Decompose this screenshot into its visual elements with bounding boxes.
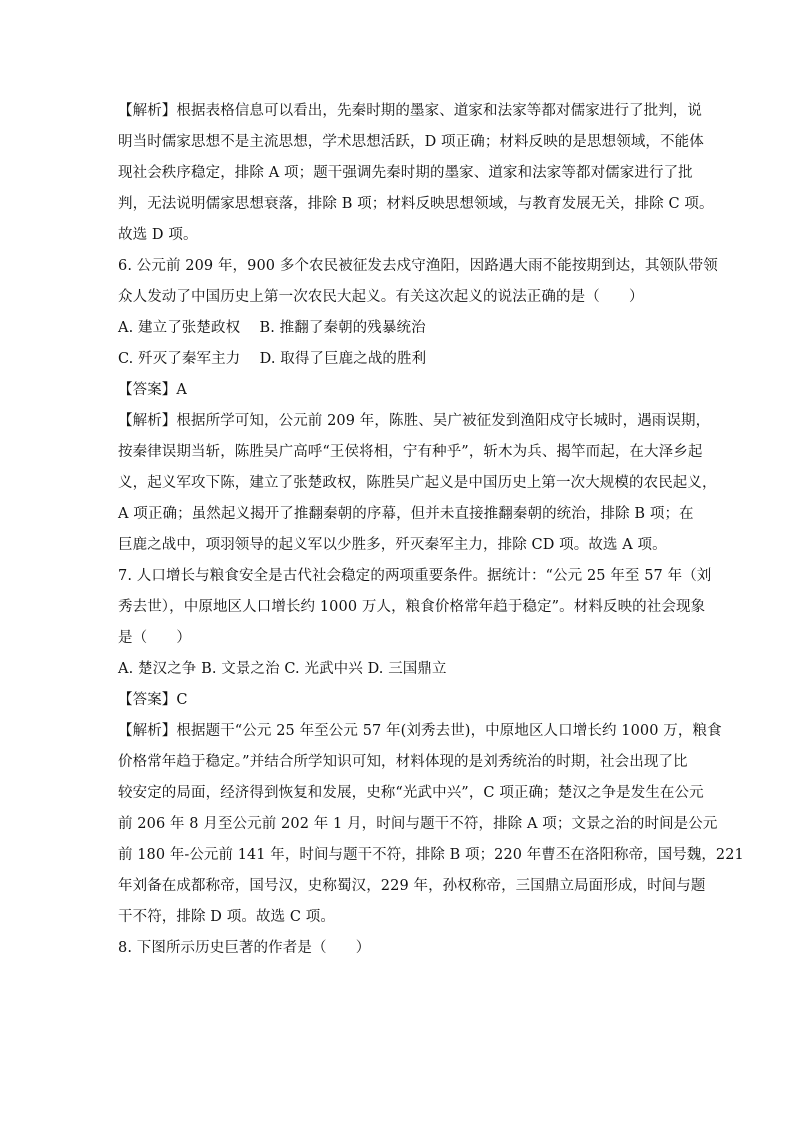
text-line: 判，无法说明儒家思想衰落，排除 B 项；材料反映思想领域，与教育发展无关，排除 C 项。	[118, 196, 714, 212]
text-line: 价格常年趋于稳定。”并结合所学知识可知，材料体现的是刘秀统治的时期，社会出现了比	[118, 754, 688, 770]
text-line: 【解析】根据所学可知，公元前 209 年，陈胜、吴广被征发到渔阳戍守长城时，遇雨误期，	[118, 413, 711, 429]
text-line: 义，起义军攻下陈，建立了张楚政权，陈胜吴广起义是中国历史上第一次大规模的农民起义，	[118, 475, 717, 491]
text-line: 年刘备在成都称帝，国号汉，史称蜀汉，229 年，孙权称帝，三国鼎立局面形成，时间与题	[118, 878, 706, 894]
text-line: 【解析】根据题干“公元 25 年至公元 57 年(刘秀去世)，中原地区人口增长约 1000 万，粮食	[118, 723, 722, 739]
answer-line: 【答案】A	[118, 382, 187, 398]
question-6: 6. 公元前 209 年，900 多个农民被征发去戍守渔阳，因路遇大雨不能按期到达，其领队带领	[118, 258, 718, 274]
text-line: 秀去世），中原地区人口增长约 1000 万人，粮食价格常年趋于稳定”。材料反映的社会现象	[118, 599, 706, 615]
question-8: 8. 下图所示历史巨著的作者是（ ）	[118, 940, 371, 956]
text-line: 是（ ）	[118, 630, 191, 646]
text-line: 众人发动了中国历史上第一次农民大起义。有关这次起义的说法正确的是（ ）	[118, 289, 644, 305]
answer-line: 【答案】C	[118, 692, 188, 708]
text-line: 前 206 年 8 月至公元前 202 年 1 月，时间与题干不符，排除 A 项；文景之治的时间是公元	[118, 816, 718, 832]
text-line: 前 180 年-公元前 141 年，时间与题干不符，排除 B 项；220 年曹丕在洛阳称帝，国号魏，221	[118, 847, 744, 863]
options-line: C. 歼灭了秦军主力 D. 取得了巨鹿之战的胜利	[118, 351, 427, 367]
options-line: A. 建立了张楚政权 B. 推翻了秦朝的残暴统治	[118, 320, 426, 336]
text-line: A 项正确；虽然起义揭开了推翻秦朝的序幕，但并未直接推翻秦朝的统治，排除 B 项；在	[118, 506, 694, 522]
options-line: A. 楚汉之争 B. 文景之治 C. 光武中兴 D. 三国鼎立	[118, 661, 447, 677]
text-line: 干不符，排除 D 项。故选 C 项。	[118, 909, 335, 925]
question-7: 7. 人口增长与粮食安全是古代社会稳定的两项重要条件。据统计：“公元 25 年至 57 年（刘	[118, 568, 712, 584]
text-line: 故选 D 项。	[118, 227, 198, 243]
text-line: 巨鹿之战中，项羽领导的起义军以少胜多，歼灭秦军主力，排除 CD 项。故选 A 项。	[118, 537, 667, 553]
text-line: 明当时儒家思想不是主流思想，学术思想活跃，D 项正确；材料反映的是思想领域，不能体	[118, 134, 704, 150]
text-line: 按秦律误期当斩，陈胜吴广高呼“王侯将相，宁有种乎”，斩木为兵、揭竿而起，在大泽乡起	[118, 444, 703, 460]
text-line: 较安定的局面，经济得到恢复和发展，史称“光武中兴”，C 项正确；楚汉之争是发生在公元	[118, 785, 704, 801]
text-line: 【解析】根据表格信息可以看出，先秦时期的墨家、道家和法家等都对儒家进行了批判，说	[118, 103, 702, 119]
text-line: 现社会秩序稳定，排除 A 项；题干强调先秦时期的墨家、道家和法家等都对儒家进行了批	[118, 165, 693, 181]
